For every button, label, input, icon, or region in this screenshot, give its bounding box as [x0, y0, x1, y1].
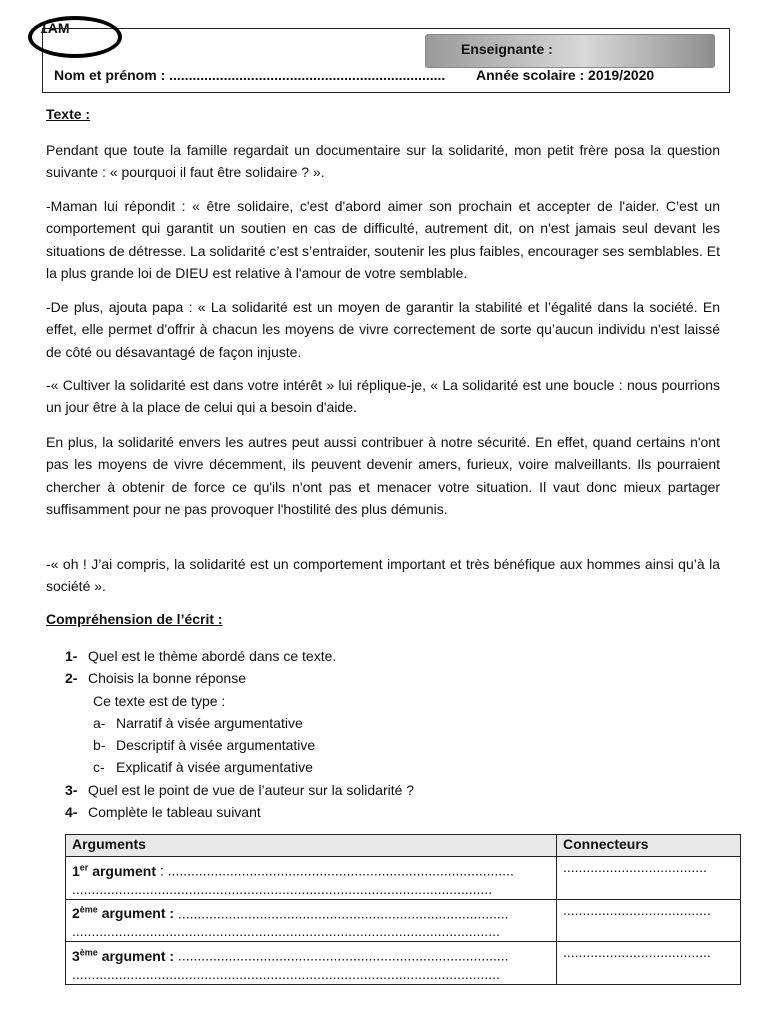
question-2: [46, 667, 726, 689]
question-text: Complète le tableau suivant: [88, 804, 261, 821]
school-year: Année scolaire : 2019/2020: [476, 67, 655, 83]
argument-line-2: ..............................................................................................................: [72, 923, 500, 940]
header-connectors: Connecteurs: [557, 835, 741, 857]
paragraph-2: -Maman lui répondit : « être solidaire, c'est d'abord aimer son prochain et accepter de l'aider. C’est un comportement qui garantit un soutien en cas de difficulté, autrement dit, on n'est jamais seul devant les situations de détresse. La solidarité c’est s’entraider, soutenir les plus faibles, encourager ses semblables. Et la plus grande loi de DIEU est relative à l'amour de votre semblable.: [46, 198, 720, 281]
question-1: [46, 645, 726, 667]
option-b[interactable]: [46, 734, 726, 756]
option-text: Narratif à visée argumentative: [116, 714, 303, 731]
question-4: [46, 801, 726, 823]
argument-line-1: 1er argument : .........................................................................................: [72, 862, 514, 879]
question-text: Quel est le thème abordé dans ce texte.: [88, 648, 337, 664]
question-list: [46, 645, 726, 823]
question-number: 4-: [65, 804, 78, 821]
text-heading: Texte :: [46, 106, 91, 122]
question-text: Quel est le point de vue de l’auteur sur la solidarité ?: [88, 781, 415, 798]
argument-line-2: ..............................................................................................................: [72, 965, 500, 982]
connector-line: ......................................: [563, 944, 711, 961]
question-number: 2-: [65, 670, 78, 687]
arguments-table: [65, 834, 741, 985]
question-2-sub: [46, 690, 726, 712]
teacher-label: Enseignante :: [461, 41, 553, 57]
name-field[interactable]: Nom et prénom : .......................................................................: [54, 67, 446, 83]
table-row: [66, 942, 741, 985]
connector-line: ......................................: [563, 901, 711, 918]
question-3: [46, 779, 726, 801]
level-label: 1AM: [40, 20, 70, 36]
table-row: [66, 899, 741, 942]
option-text: Descriptif à visée argumentative: [116, 737, 316, 754]
argument-cell[interactable]: [66, 857, 557, 900]
header-arguments: Arguments: [66, 835, 557, 857]
level-circle: [28, 16, 122, 58]
option-letter: c-: [93, 759, 105, 776]
connector-cell[interactable]: [557, 857, 741, 900]
paragraph-3: -De plus, ajouta papa : « La solidarité est un moyen de garantir la stabilité et l’égalité dans la société. En effet, elle permet d'offrir à chacun les moyens de vivre correctement de sorte qu’aucun individu n'est laissé de côté ou désavantagé de façon injuste.: [46, 299, 720, 360]
question-subtext: Ce texte est de type :: [93, 692, 226, 709]
paragraph-5: En plus, la solidarité envers les autres peut aussi contribuer à notre sécurité. En effet, quand certains n'ont pas les moyens de vivre décemment, ils peuvent devenir amers, furieux, voire malveillants. Ils pourraient chercher à obtenir de force ce qu'ils n'ont pas et menacer votre situation. Il vaut donc mieux partager suffisamment pour ne pas provoquer l'hostilité des plus démunis.: [46, 434, 720, 517]
argument-line-1: 3ème argument : .....................................................................................: [72, 947, 509, 964]
option-a[interactable]: [46, 712, 726, 734]
paragraph-6: -« oh ! J’ai compris, la solidarité est un comportement important et très bénéfique aux hommes ainsi qu’à la société ».: [46, 556, 720, 595]
connector-cell[interactable]: [557, 942, 741, 985]
paragraph-4: -« Cultiver la solidarité est dans votre intérêt » lui réplique-je, « La solidarité est une boucle : nous pourrions un jour être à la place de celui qui a besoin d'aide.: [46, 377, 720, 416]
question-number: 3-: [65, 781, 78, 798]
option-text: Explicatif à visée argumentative: [116, 759, 313, 776]
teacher-box: [425, 34, 715, 68]
question-text: Choisis la bonne réponse: [88, 670, 246, 687]
argument-line-2: ............................................................................................................: [72, 880, 493, 897]
question-number: 1-: [65, 648, 78, 664]
paragraph-1: Pendant que toute la famille regardait un documentaire sur la solidarité, mon petit frère posa la question suivante : « pourquoi il faut être solidaire ? ».: [46, 142, 720, 181]
table-row: [66, 857, 741, 900]
table-header-row: [66, 835, 741, 857]
connector-cell[interactable]: [557, 899, 741, 942]
option-letter: a-: [93, 714, 106, 731]
argument-line-1: 2ème argument : .....................................................................................: [72, 904, 509, 922]
connector-line: .....................................: [563, 859, 707, 875]
argument-cell[interactable]: [66, 899, 557, 942]
option-letter: b-: [93, 737, 106, 754]
option-c[interactable]: [46, 756, 726, 778]
comprehension-heading: Compréhension de l’écrit :: [46, 611, 223, 627]
argument-cell[interactable]: [66, 942, 557, 985]
